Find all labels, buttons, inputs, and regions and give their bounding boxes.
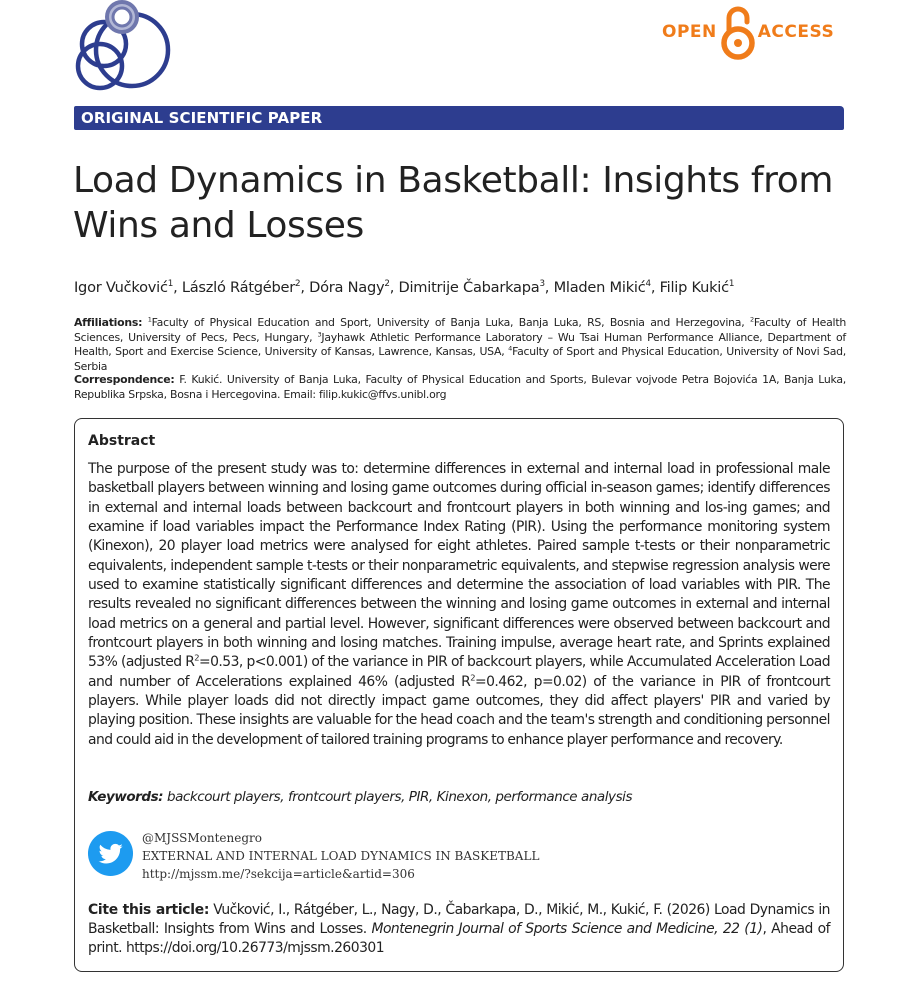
author: Mladen Mikić [553,279,646,296]
abstract-heading: Abstract [88,433,156,449]
affiliation-text: Jayhawk Athletic Performance Laboratory – Wu Tsai Human Performance Alliance, Department of Health, Sport and Exercise Science, University of Kansas, Lawrence, Kansas, USA, [74,330,846,359]
correspondence-text: F. Kukić. University of Banja Luka, Faculty of Physical Education and Sports, Bulevar vojvode Petra Bojovića 1A, Banja Luka, Republika Srpska, Bosna i Hercegovina. Email: filip.kukic@ffvs.unibl.org [74,373,846,401]
journal-logo [72,0,172,92]
affiliation-mark: 3 [317,329,322,338]
author: Dóra Nagy [309,279,385,296]
correspondence [74,373,846,402]
author-affiliation-mark: 4 [645,279,651,290]
paper-title [73,158,843,248]
author-affiliation-mark: 3 [539,279,545,290]
citation-text: Vučković, I., Rátgéber, L., Nagy, D., Čabarkapa, D., Mikić, M., Kukić, F. (2026) Load Dynamics in Basketball: Insights from Wins and Losses. [88,902,830,937]
open-access-left-text: OPEN [662,22,717,42]
affiliation-mark: 1 [147,315,152,324]
twitter-headline: EXTERNAL AND INTERNAL LOAD DYNAMICS IN BASKETBALL [142,849,540,863]
author-affiliation-mark: 2 [295,279,301,290]
affiliation-text: Faculty of Sport and Physical Education, University of Novi Sad, Serbia [74,345,846,373]
paper-type-banner: ORIGINAL SCIENTIFIC PAPER [74,106,844,130]
affiliation-mark: 2 [749,315,754,324]
affiliations [74,316,846,374]
citation-journal: Montenegrin Journal of Sports Science and Medicine, 22 (1) [371,921,763,937]
citation-rest[interactable]: , Ahead of print. https://doi.org/10.26773/mjssm.260301 [88,921,831,956]
open-access-badge [662,2,834,62]
title-line-1: Load Dynamics in Basketball: Insights from [73,160,834,201]
keywords [88,789,830,805]
abstract-part: =0.53, p<0.001) of the variance in PIR of backcourt players, while Accumulated Acceleration Load and number of Accelerations explained 46% (adjusted R [88,654,830,690]
citation [88,901,830,958]
abstract-box [74,418,844,972]
author: Filip Kukić [659,279,729,296]
author-affiliation-mark: 2 [384,279,390,290]
affiliations-label: Affiliations: [74,316,143,329]
superscript: 2 [194,652,200,663]
title-line-2: Wins and Losses [73,205,364,246]
affiliation-text: Faculty of Health Sciences, University of Pecs, Pecs, Hungary, [74,316,847,344]
open-lock-icon [721,2,755,62]
article-url[interactable]: http://mjssm.me/?sekcija=article&artid=306 [142,867,415,881]
abstract-text [88,460,830,750]
affiliation-mark: 4 [508,344,513,353]
twitter-bird-icon[interactable] [87,830,134,877]
keywords-label: Keywords: [88,789,164,805]
correspondence-label: Correspondence: [74,373,175,386]
superscript: 2 [470,672,476,683]
abstract-part: =0.462, p=0.02) of the variance in PIR of frontcourt players. While player loads did not directly impact game outcomes, they did affect players' PIR and varied by playing position. These insights are valuable for the head coach and the team's strength and conditioning personnel and could aid in the development of tailored training programs to enhance player performance and recovery. [88,673,831,748]
author-affiliation-mark: 1 [167,279,174,290]
author-affiliation-mark: 1 [728,279,735,290]
abstract-part: The purpose of the present study was to: determine differences in external and internal load in professional male basketball players between winning and losing game outcomes during official in-season games; identify differences in external and internal loads between backcourt and frontcourt players in both winning and los-ing games; and examine if load variables impact the Performance Index Rating (PIR). Using the performance monitoring system (Kinexon), 20 player load metrics were analysed for eight athletes. Paired sample t-tests or their nonparametric equivalents, independent sample t-tests or their nonparametric equivalents, and stepwise regression analysis were used to examine statistically significant differences and determine the association of load variables with PIR. The results revealed no significant differences between the winning and losing game outcomes in external and internal load metrics on a general and partial level. However, significant differences were observed between backcourt and frontcourt players in both winning and losing matches. Training impulse, average heart rate, and Sprints explained 53% (adjusted R [88,461,830,671]
author-list: Igor Vučković$^1$, László Rátgéber$^2$, Dóra Nagy$^2$, Dimitrije Čabarkapa$^3$, Mladen Mikić$^4$, Filip Kukić$^1$ [74,279,735,296]
affiliation-text: Faculty of Physical Education and Sport, University of Banja Luka, Banja Luka, RS, Bosnia and Herzegovina, [151,316,750,329]
author: László Rátgéber [181,279,296,296]
citation-label: Cite this article: [88,902,210,918]
open-access-right-text: ACCESS [757,22,835,42]
author: Dimitrije Čabarkapa [398,279,540,296]
author: Igor Vučković [74,279,168,296]
twitter-handle[interactable]: @MJSSMontenegro [142,831,262,845]
twitter-info [142,829,539,883]
keywords-text: backcourt players, frontcourt players, PIR, Kinexon, performance analysis [163,789,633,805]
